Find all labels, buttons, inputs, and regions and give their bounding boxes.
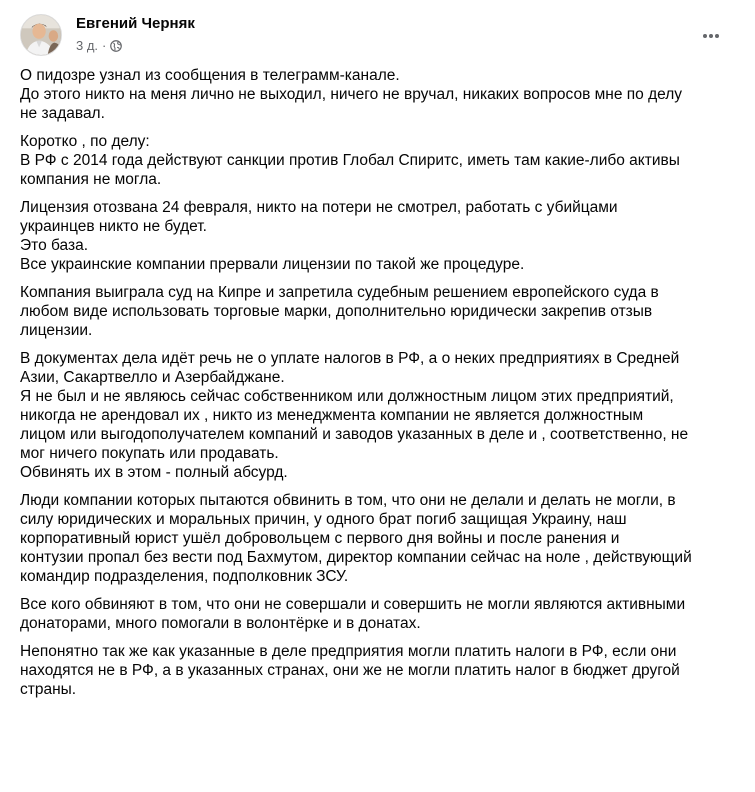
post-paragraph-7: [20, 595, 738, 633]
text-line: Лицензия отозвана 24 февраля, никто на потери не смотрел, работать с убийцами: [20, 199, 618, 216]
text-line: Обвинять их в этом - полный абсурд.: [20, 464, 288, 481]
text-line: До этого никто на меня лично не выходил, ничего не вручал, никаких вопросов мне по делу: [20, 86, 683, 103]
post-text: [20, 66, 738, 708]
text-line: Люди компании которых пытаются обвинить в том, что они не делали и делать не могли, в: [20, 492, 676, 509]
author-avatar[interactable]: [20, 14, 62, 56]
text-line: В документах дела идёт речь не о уплате налогов в РФ, а о неких предприятиях в Средней: [20, 350, 680, 367]
post-paragraph-3: [20, 198, 738, 274]
text-line: донаторами, много помогали в волонтёрке и в донатах.: [20, 615, 421, 632]
text-line: не задавал.: [20, 105, 105, 122]
text-line: командир подразделения, подполковник ЗСУ.: [20, 568, 349, 585]
post-header: [20, 14, 739, 58]
text-line: Все украинские компании прервали лицензии по такой же процедуре.: [20, 256, 525, 273]
text-line: любом виде использовать торговые марки, дополнительно юридически закрепив отзыв: [20, 303, 653, 320]
post-paragraph-4: [20, 283, 738, 340]
text-line: лицензии.: [20, 322, 93, 339]
text-line: лицом или выгодополучателем компаний и заводов указанных в деле и , соответственно, не: [20, 426, 689, 443]
more-horizontal-icon: [701, 26, 721, 51]
text-line: страны.: [20, 681, 77, 698]
text-line: находятся не в РФ, а в указанных странах, они же не могли платить налог в бюджет другой: [20, 662, 680, 679]
post-timestamp[interactable]: 3 д.: [76, 38, 99, 53]
author-name[interactable]: Евгений Черняк: [76, 15, 195, 32]
avatar-image: [21, 15, 61, 55]
post-paragraph-6: [20, 491, 738, 586]
text-line: компания не могла.: [20, 171, 162, 188]
globe-icon[interactable]: [110, 40, 122, 52]
text-line: Коротко , по делу:: [20, 133, 150, 150]
post-paragraph-5: [20, 349, 738, 482]
text-line: Все кого обвиняют в том, что они не совершали и совершить не могли являются активными: [20, 596, 686, 613]
text-line: Азии, Сакартвелло и Азербайджане.: [20, 369, 285, 386]
text-line: мог ничего покупать или продавать.: [20, 445, 279, 462]
text-line: силу юридических и моральных причин, у одного брат погиб защищая Украину, наш: [20, 511, 627, 528]
text-line: украинцев никто не будет.: [20, 218, 207, 235]
text-line: Компания выиграла суд на Кипре и запретила судебным решением европейского суда в: [20, 284, 659, 301]
meta-separator: ·: [102, 38, 107, 53]
more-options-button[interactable]: [693, 20, 729, 56]
text-line: контузии пропал без вести под Бахмутом, директор компании сейчас на ноле , действующий: [20, 549, 692, 566]
text-line: О пидозре узнал из сообщения в телеграмм-канале.: [20, 67, 400, 84]
post-meta: [76, 38, 122, 53]
text-line: В РФ с 2014 года действуют санкции против Глобал Спиритс, иметь там какие-либо активы: [20, 152, 680, 169]
post-paragraph-1: [20, 66, 738, 123]
text-line: Непонятно так же как указанные в деле предприятия могли платить налоги в РФ, если они: [20, 643, 677, 660]
post-paragraph-2: [20, 132, 738, 189]
text-line: корпоративный юрист ушёл добровольцем с первого дня войны и после ранения и: [20, 530, 620, 547]
text-line: никогда не арендовал их , никто из менеджмента компании не является должностным: [20, 407, 644, 424]
post-paragraph-8: [20, 642, 738, 699]
text-line: Я не был и не являюсь сейчас собственником или должностным лицом этих предприятий,: [20, 388, 674, 405]
text-line: Это база.: [20, 237, 88, 254]
